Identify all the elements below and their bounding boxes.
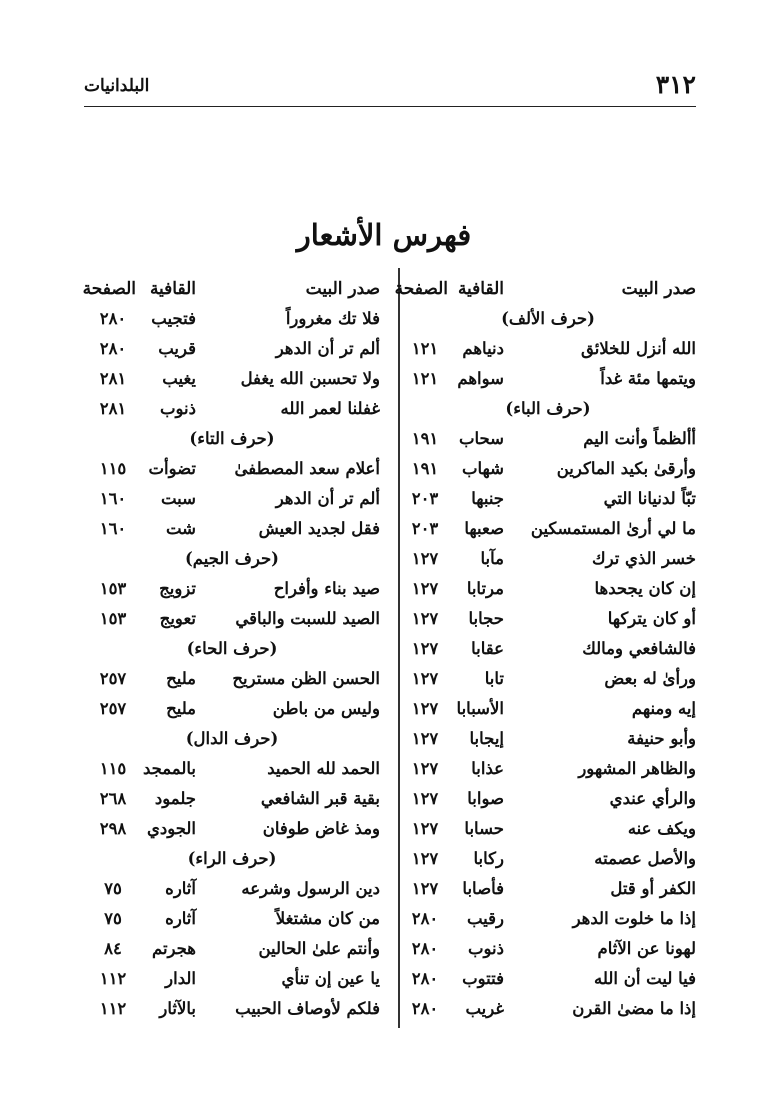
book-title: البلدانيات xyxy=(84,76,150,96)
page-ref: ١٢٧ xyxy=(411,699,439,718)
index-entry-row xyxy=(84,664,380,694)
index-entry-row xyxy=(400,454,696,484)
rhyme-word: رقيب xyxy=(466,909,504,928)
verse-opening: صدر البيت xyxy=(305,279,380,299)
rhyme-word: الدار xyxy=(165,969,196,988)
index-entry-row xyxy=(84,304,380,334)
rhyme-word: تزويج xyxy=(159,579,196,598)
rhyme-word: الأسبابا xyxy=(456,699,504,718)
rhyme-word: سبت xyxy=(160,489,196,508)
index-entry-row xyxy=(84,514,380,544)
rhyme-word: مليح xyxy=(166,699,196,718)
verse-opening: صدر البيت xyxy=(621,279,696,299)
rhyme-word: قريب xyxy=(158,339,196,358)
index-entry-row xyxy=(400,754,696,784)
page-ref: ١٩١ xyxy=(411,429,439,448)
verse-opening: ألم تر أن الدهر xyxy=(275,489,380,508)
verse-opening: غفلنا لعمر الله xyxy=(280,399,380,418)
index-entry-row xyxy=(84,604,380,634)
page-ref: ١٢١ xyxy=(411,339,439,358)
verse-opening: إن كان يجحدها xyxy=(594,579,696,598)
verse-opening: صيد بناء وأفراح xyxy=(273,579,380,598)
page-ref: ٢٦٨ xyxy=(99,789,127,808)
running-header xyxy=(84,70,696,107)
index-entry-row xyxy=(400,514,696,544)
index-entry-row xyxy=(400,964,696,994)
index-column-right xyxy=(394,274,696,1024)
verse-opening: وأبو حنيفة xyxy=(627,729,696,748)
rhyme-word: هجرتم xyxy=(151,939,196,958)
rhyme-word: فتجيب xyxy=(151,309,196,328)
page-ref: ١٢٧ xyxy=(411,849,439,868)
index-entry-row xyxy=(400,814,696,844)
index-entry-row xyxy=(84,934,380,964)
page-ref: الصفحة xyxy=(82,279,136,299)
rhyme-word: سحاب xyxy=(458,429,504,448)
page-ref: ١٢٧ xyxy=(411,759,439,778)
page-ref: ١٢٧ xyxy=(411,669,439,688)
verse-opening: إيه ومنهم xyxy=(631,699,696,718)
index-entry-row xyxy=(400,334,696,364)
rhyme-word: إيجابا xyxy=(469,729,504,748)
page-ref: ٢٨٠ xyxy=(411,939,439,958)
column-header-row xyxy=(84,274,380,304)
verse-opening: فقل لجديد العيش xyxy=(258,519,380,538)
verse-opening: من كان مشتغلاً xyxy=(275,909,380,928)
rhyme-word: يغيب xyxy=(162,369,196,388)
section-heading-label: (حرف التاء) xyxy=(189,429,275,448)
page-ref: ٢٨٠ xyxy=(411,969,439,988)
page-ref: ١٢١ xyxy=(411,369,439,388)
index-entry-row xyxy=(400,844,696,874)
verse-opening: فيا ليت أن الله xyxy=(594,969,696,988)
page-ref: ١٢٧ xyxy=(411,729,439,748)
section-heading xyxy=(84,424,380,454)
rhyme-word: جنبها xyxy=(471,489,504,508)
rhyme-word: آثاره xyxy=(165,879,196,898)
index-entry-row xyxy=(84,874,380,904)
verse-opening: لهونا عن الآثام xyxy=(597,939,696,958)
rhyme-word: صعبها xyxy=(464,519,504,538)
rhyme-word: تضوأت xyxy=(148,459,196,478)
column-header-row xyxy=(394,274,696,304)
section-heading-label: (حرف الحاء) xyxy=(186,639,278,658)
rhyme-word: شهاب xyxy=(462,459,504,478)
page-number: ٣١٢ xyxy=(655,70,696,99)
section-heading xyxy=(84,634,380,664)
rhyme-word: دنياهم xyxy=(462,339,504,358)
page-ref: ١٦٠ xyxy=(99,519,127,538)
verse-opening: والأصل عصمته xyxy=(594,849,696,868)
rhyme-word: ذنوب xyxy=(160,399,196,418)
index-entry-row xyxy=(400,424,696,454)
page-ref: ١٢٧ xyxy=(411,819,439,838)
page-ref: ٨٤ xyxy=(104,939,122,958)
verse-opening: وأرقىٰ بكيد الماكرين xyxy=(556,459,696,478)
page-ref: ١١٢ xyxy=(99,969,127,988)
page-ref: ١٢٧ xyxy=(411,879,439,898)
verse-opening: ما لي أرىٰ المستمسكين xyxy=(530,519,696,538)
rhyme-word: مليح xyxy=(166,669,196,688)
index-entry-row xyxy=(400,784,696,814)
verse-opening: خسر الذي ترك xyxy=(592,549,696,568)
page-ref: ٢٨٠ xyxy=(411,999,439,1018)
page-ref: ١٢٧ xyxy=(411,549,439,568)
index-column-left xyxy=(84,274,380,1024)
verse-opening: ألم تر أن الدهر xyxy=(275,339,380,358)
verse-opening: فلا تك مغروراً xyxy=(285,309,380,328)
index-entry-row xyxy=(400,694,696,724)
section-heading-label: (حرف الجيم) xyxy=(185,549,279,568)
page-ref: ٢٥٧ xyxy=(99,669,127,688)
page-ref: ١٦٠ xyxy=(99,489,127,508)
index-entry-row xyxy=(400,664,696,694)
verse-opening: ومذ غاض طوفان xyxy=(262,819,380,838)
page-ref: ١١٢ xyxy=(99,999,127,1018)
verse-opening: أو كان يتركها xyxy=(607,609,696,628)
index-entry-row xyxy=(400,874,696,904)
index-entry-row xyxy=(84,694,380,724)
verse-opening: تبّاً لدنيانا التي xyxy=(603,489,696,508)
index-entry-row xyxy=(400,994,696,1024)
index-entry-row xyxy=(400,574,696,604)
verse-opening: الحمد لله الحميد xyxy=(267,759,380,778)
index-entry-row xyxy=(84,754,380,784)
page-ref: ١٢٧ xyxy=(411,789,439,808)
rhyme-word: فأصابا xyxy=(462,879,504,898)
verse-opening: وأنتم علىٰ الحالين xyxy=(258,939,380,958)
page-ref: ٢٨٠ xyxy=(411,909,439,928)
rhyme-word: الجودي xyxy=(146,819,196,838)
index-entry-row xyxy=(84,904,380,934)
page-ref: ١٢٧ xyxy=(411,609,439,628)
page-ref: ٧٥ xyxy=(104,879,122,898)
rhyme-word: بالممجد xyxy=(142,759,196,778)
rhyme-word: جلمود xyxy=(154,789,196,808)
rhyme-word: صوابا xyxy=(467,789,504,808)
verse-opening: أعلام سعد المصطفىٰ xyxy=(234,459,380,478)
index-entry-row xyxy=(400,604,696,634)
rhyme-word: عذابا xyxy=(471,759,504,778)
rhyme-word: شت xyxy=(165,519,196,538)
index-entry-row xyxy=(84,394,380,424)
section-heading xyxy=(84,844,380,874)
rhyme-word: مآبا xyxy=(480,549,504,568)
page-ref: ٢٩٨ xyxy=(99,819,127,838)
page-ref: ١٢٧ xyxy=(411,579,439,598)
rhyme-word: القافية xyxy=(149,279,196,299)
rhyme-word: بالآثار xyxy=(159,999,196,1018)
page-ref: ٢٨٠ xyxy=(99,339,127,358)
verse-opening: يا عين إن تنأي xyxy=(281,969,380,988)
index-entry-row xyxy=(400,934,696,964)
rhyme-word: تعويج xyxy=(159,609,196,628)
page-ref: ١٢٧ xyxy=(411,639,439,658)
page-ref: ٢٨١ xyxy=(99,369,127,388)
index-title: فهرس الأشعار xyxy=(296,218,472,252)
index-entry-row xyxy=(400,634,696,664)
verse-opening: ورأىٰ له بعض xyxy=(604,669,696,688)
verse-opening: أألظماً وأنت اليم xyxy=(583,429,696,448)
rhyme-word: عقابا xyxy=(471,639,504,658)
section-heading xyxy=(84,544,380,574)
index-entry-row xyxy=(84,994,380,1024)
index-entry-row xyxy=(84,454,380,484)
page-ref: ١٥٣ xyxy=(99,609,127,628)
verse-opening: بقية قبر الشافعي xyxy=(260,789,380,808)
verse-opening: الصيد للسبت والباقي xyxy=(235,609,380,628)
verse-opening: ويتمها مئة غداً xyxy=(600,369,696,388)
rhyme-word: ركابا xyxy=(473,849,504,868)
page-ref: ٢٨١ xyxy=(99,399,127,418)
section-heading-label: (حرف الباء) xyxy=(505,399,591,418)
index-entry-row xyxy=(84,784,380,814)
rhyme-word: سواهم xyxy=(457,369,504,388)
rhyme-word: القافية xyxy=(457,279,504,299)
verse-opening: وليس من باطن xyxy=(272,699,380,718)
rhyme-word: حسابا xyxy=(464,819,504,838)
page-ref: ١٩١ xyxy=(411,459,439,478)
page-ref: ٧٥ xyxy=(104,909,122,928)
verse-opening: إذا ما خلوت الدهر xyxy=(572,909,696,928)
section-heading-label: (حرف الألف) xyxy=(501,309,595,328)
page-ref: ٢٨٠ xyxy=(99,309,127,328)
index-entry-row xyxy=(84,364,380,394)
index-entry-row xyxy=(84,964,380,994)
page-ref: ١١٥ xyxy=(99,459,127,478)
index-entry-row xyxy=(84,334,380,364)
section-heading xyxy=(84,724,380,754)
verse-opening: إذا ما مضىٰ القرن xyxy=(572,999,696,1018)
page-ref: ٢٥٧ xyxy=(99,699,127,718)
index-entry-row xyxy=(400,364,696,394)
index-entry-row xyxy=(84,574,380,604)
verse-opening: والرأي عندي xyxy=(609,789,696,808)
section-heading-label: (حرف الدال) xyxy=(185,729,279,748)
index-entry-row xyxy=(400,544,696,574)
index-entry-row xyxy=(400,904,696,934)
verse-opening: الكفر أو قتل xyxy=(610,879,696,898)
rhyme-word: حجابا xyxy=(468,609,504,628)
verse-opening: ويكف عنه xyxy=(627,819,696,838)
index-entry-row xyxy=(400,724,696,754)
verse-opening: دين الرسول وشرعه xyxy=(241,879,380,898)
section-heading xyxy=(400,394,696,424)
page-ref: ٢٠٣ xyxy=(411,489,439,508)
rhyme-word: تابا xyxy=(484,669,504,688)
verse-opening: والظاهر المشهور xyxy=(578,759,696,778)
index-entry-row xyxy=(400,484,696,514)
verse-opening: فلكم لأوصاف الحبيب xyxy=(235,999,380,1018)
verse-opening: فالشافعي ومالك xyxy=(582,639,696,658)
rhyme-word: فتتوب xyxy=(462,969,504,988)
index-entry-row xyxy=(84,814,380,844)
section-heading xyxy=(400,304,696,334)
rhyme-word: آثاره xyxy=(165,909,196,928)
rhyme-word: مرتابا xyxy=(466,579,504,598)
index-entry-row xyxy=(84,484,380,514)
rhyme-word: غريب xyxy=(465,999,504,1018)
page-ref: ٢٠٣ xyxy=(411,519,439,538)
section-heading-label: (حرف الراء) xyxy=(187,849,277,868)
verse-opening: ولا تحسبن الله يغفل xyxy=(240,369,380,388)
page-ref: الصفحة xyxy=(394,279,448,299)
page-ref: ١١٥ xyxy=(99,759,127,778)
verse-opening: الحسن الظن مستريح xyxy=(232,669,380,688)
page-ref: ١٥٣ xyxy=(99,579,127,598)
rhyme-word: ذنوب xyxy=(468,939,504,958)
verse-opening: الله أنزل للخلائق xyxy=(580,339,696,358)
